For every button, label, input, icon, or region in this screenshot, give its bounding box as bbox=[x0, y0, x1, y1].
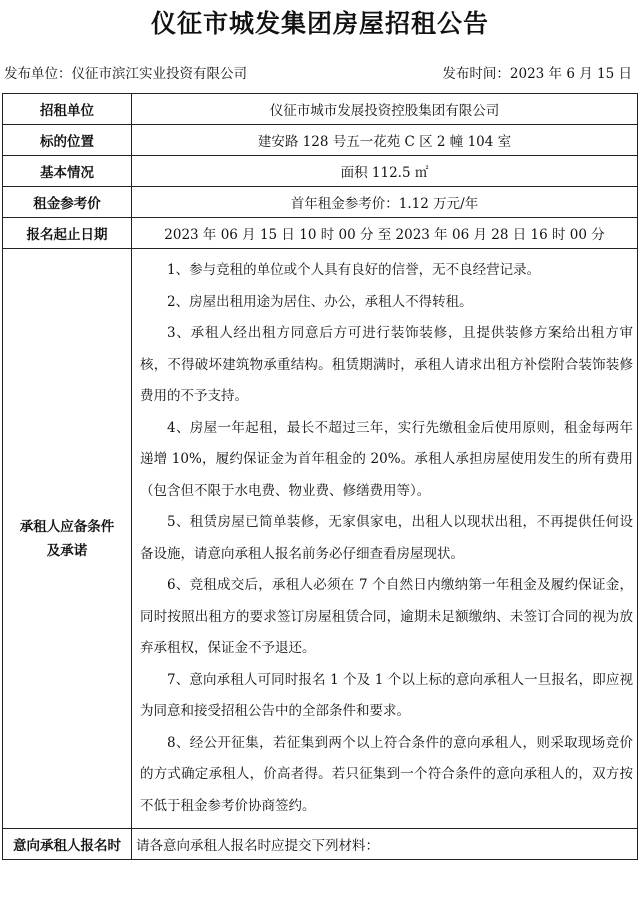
conditions-row bbox=[3, 249, 638, 829]
row-value: 仪征市城市发展投资控股集团有限公司 bbox=[132, 94, 638, 125]
table-row bbox=[3, 187, 638, 218]
condition-item: 4、房屋一年起租，最长不超过三年，实行先缴租金后使用原则，租金每两年递增 10%，履约保证金为首年租金的 20%。承租人承担房屋使用发生的所有费用（包含但不限于水电费、物业费、修缮费用等）。 bbox=[140, 419, 633, 499]
conditions-label-line: 承租人应备条件 bbox=[19, 518, 115, 535]
row-label: 报名起止日期 bbox=[3, 218, 132, 249]
publish-time-label: 发布时间： bbox=[442, 66, 510, 82]
row-label: 标的位置 bbox=[3, 125, 132, 156]
condition-item: 5、租赁房屋已简单装修，无家俱家电，出租人以现状出租，不再提供任何设备设施，请意向承租人报名前务必仔细查看房屋现状。 bbox=[140, 514, 633, 562]
row-label: 租金参考价 bbox=[3, 187, 132, 218]
row-label: 基本情况 bbox=[3, 156, 132, 187]
registration-value: 请各意向承租人报名时应提交下列材料： bbox=[132, 829, 638, 860]
condition-item: 8、经公开征集，若征集到两个以上符合条件的意向承租人，则采取现场竞价的方式确定承租人，价高者得。若只征集到一个符合条件的意向承租人的，双方按不低于租金参考价协商签约。 bbox=[140, 734, 633, 814]
table-row bbox=[3, 94, 638, 125]
notice-table bbox=[2, 93, 638, 860]
registration-label: 意向承租人报名时 bbox=[3, 829, 132, 860]
row-value: 2023 年 06 月 15 日 10 时 00 分 至 2023 年 06 月 28 日 16 时 00 分 bbox=[132, 218, 638, 249]
row-label: 招租单位 bbox=[3, 94, 132, 125]
row-value: 面积 112.5 ㎡ bbox=[132, 156, 638, 187]
conditions-label bbox=[3, 249, 132, 829]
publisher-info bbox=[4, 62, 247, 82]
publisher-name: 仪征市滨江实业投资有限公司 bbox=[71, 66, 247, 82]
table-row bbox=[3, 125, 638, 156]
condition-item: 6、竞租成交后，承租人必须在 7 个自然日内缴纳第一年租金及履约保证金，同时按照出租方的要求签订房屋租赁合同，逾期未足额缴纳、未签订合同的视为放弃承租权，保证金不予退还。 bbox=[140, 577, 633, 656]
row-value: 建安路 128 号五一花苑 C 区 2 幢 104 室 bbox=[132, 125, 638, 156]
condition-item: 3、承租人经出租方同意后方可进行装饰装修，且提供装修方案给出租方审核，不得破坏建筑物承重结构。租赁期满时，承租人请求出租方补偿附合装饰装修费用的不予支持。 bbox=[140, 325, 633, 404]
publish-time-info bbox=[442, 62, 632, 82]
registration-row bbox=[3, 829, 638, 860]
row-value: 首年租金参考价：1.12 万元/年 bbox=[132, 187, 638, 218]
conditions-list bbox=[132, 249, 638, 829]
page-title: 仪征市城发集团房屋招租公告 bbox=[150, 9, 489, 38]
condition-item: 7、意向承租人可同时报名 1 个及 1 个以上标的意向承租人一旦报名，即应视为同意和接受招租公告中的全部条件和要求。 bbox=[140, 671, 633, 719]
conditions-label-line: 及承诺 bbox=[46, 542, 88, 559]
condition-item: 2、房屋出租用途为居住、办公，承租人不得转租。 bbox=[167, 293, 473, 310]
table-row bbox=[3, 218, 638, 249]
table-row bbox=[3, 156, 638, 187]
publisher-label: 发布单位： bbox=[4, 66, 72, 82]
condition-item: 1、参与竞租的单位或个人具有良好的信誉，无不良经营记录。 bbox=[167, 262, 541, 278]
publish-time-value: 2023 年 6 月 15 日 bbox=[509, 66, 632, 82]
